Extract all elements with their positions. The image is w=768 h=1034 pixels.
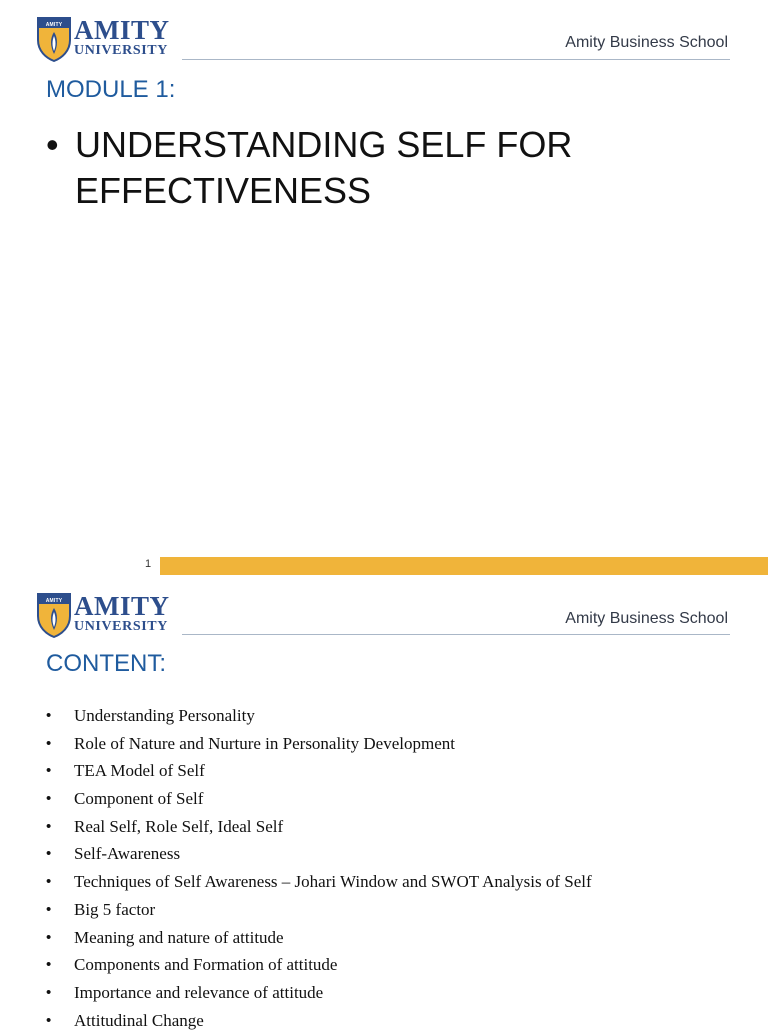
list-item xyxy=(46,979,592,1007)
list-item-text: TEA Model of Self xyxy=(74,761,205,781)
bullet-dot: • xyxy=(46,734,52,752)
list-item xyxy=(46,868,592,896)
slide-2 xyxy=(0,578,768,1030)
list-item xyxy=(46,951,592,979)
main-bullet-line-1: UNDERSTANDING SELF FOR xyxy=(75,124,573,165)
list-item-text: Component of Self xyxy=(74,789,204,809)
module-title: MODULE 1: xyxy=(46,76,176,103)
bullet-dot: • xyxy=(46,900,52,918)
bullet-dot: • xyxy=(46,928,52,946)
content-title: CONTENT: xyxy=(46,650,166,677)
logo-wordmark: AMITY xyxy=(74,591,170,621)
logo-wordmark: AMITY xyxy=(74,15,170,45)
list-item-text: Big 5 factor xyxy=(74,899,156,919)
list-item xyxy=(46,1007,592,1034)
list-item-text: Self-Awareness xyxy=(74,844,181,864)
list-item xyxy=(46,896,592,924)
bullet-dot: • xyxy=(46,124,59,165)
shield-label: AMITY xyxy=(45,598,63,604)
list-item-text: Understanding Personality xyxy=(74,706,255,725)
logo-subtitle: UNIVERSITY xyxy=(74,43,168,58)
list-item-text: Attitudinal Change xyxy=(74,1010,204,1030)
list-item-text: Meaning and nature of attitude xyxy=(74,927,284,947)
list-item xyxy=(46,813,592,841)
list-item-text: Components and Formation of attitude xyxy=(74,955,338,975)
header-divider xyxy=(182,634,730,635)
school-name: Amity Business School xyxy=(565,610,728,627)
list-item-text: Techniques of Self Awareness – Johari Window and SWOT Analysis of Self xyxy=(74,872,592,892)
bullet-dot: • xyxy=(46,762,52,780)
list-item xyxy=(46,702,592,730)
bullet-dot: • xyxy=(46,707,52,724)
main-bullet-text xyxy=(75,122,685,214)
bullet-dot: • xyxy=(46,790,52,808)
list-item-text: Real Self, Role Self, Ideal Self xyxy=(74,816,284,836)
bullet-dot: • xyxy=(46,983,52,1001)
bullet-dot: • xyxy=(46,1011,52,1029)
list-item xyxy=(46,840,592,868)
list-item xyxy=(46,785,592,813)
school-name: Amity Business School xyxy=(565,34,728,51)
logo-subtitle: UNIVERSITY xyxy=(74,619,168,634)
list-item-text: Importance and relevance of attitude xyxy=(74,982,324,1002)
header-divider xyxy=(182,59,730,60)
content-list xyxy=(46,702,592,1034)
bullet-dot: • xyxy=(46,956,52,974)
bullet-dot: • xyxy=(46,845,52,863)
list-item xyxy=(46,924,592,952)
list-item xyxy=(46,757,592,785)
page-number: 1 xyxy=(145,558,152,570)
bullet-dot: • xyxy=(46,873,52,891)
bullet-dot: • xyxy=(46,817,52,835)
list-item xyxy=(46,730,592,758)
amity-logo xyxy=(36,592,172,638)
shield-label: AMITY xyxy=(45,22,63,28)
footer-accent-bar xyxy=(160,557,768,575)
list-item-text: Role of Nature and Nurture in Personality Development xyxy=(74,733,455,753)
amity-logo xyxy=(36,16,172,62)
main-bullet-line-2: EFFECTIVENESS xyxy=(75,170,372,211)
